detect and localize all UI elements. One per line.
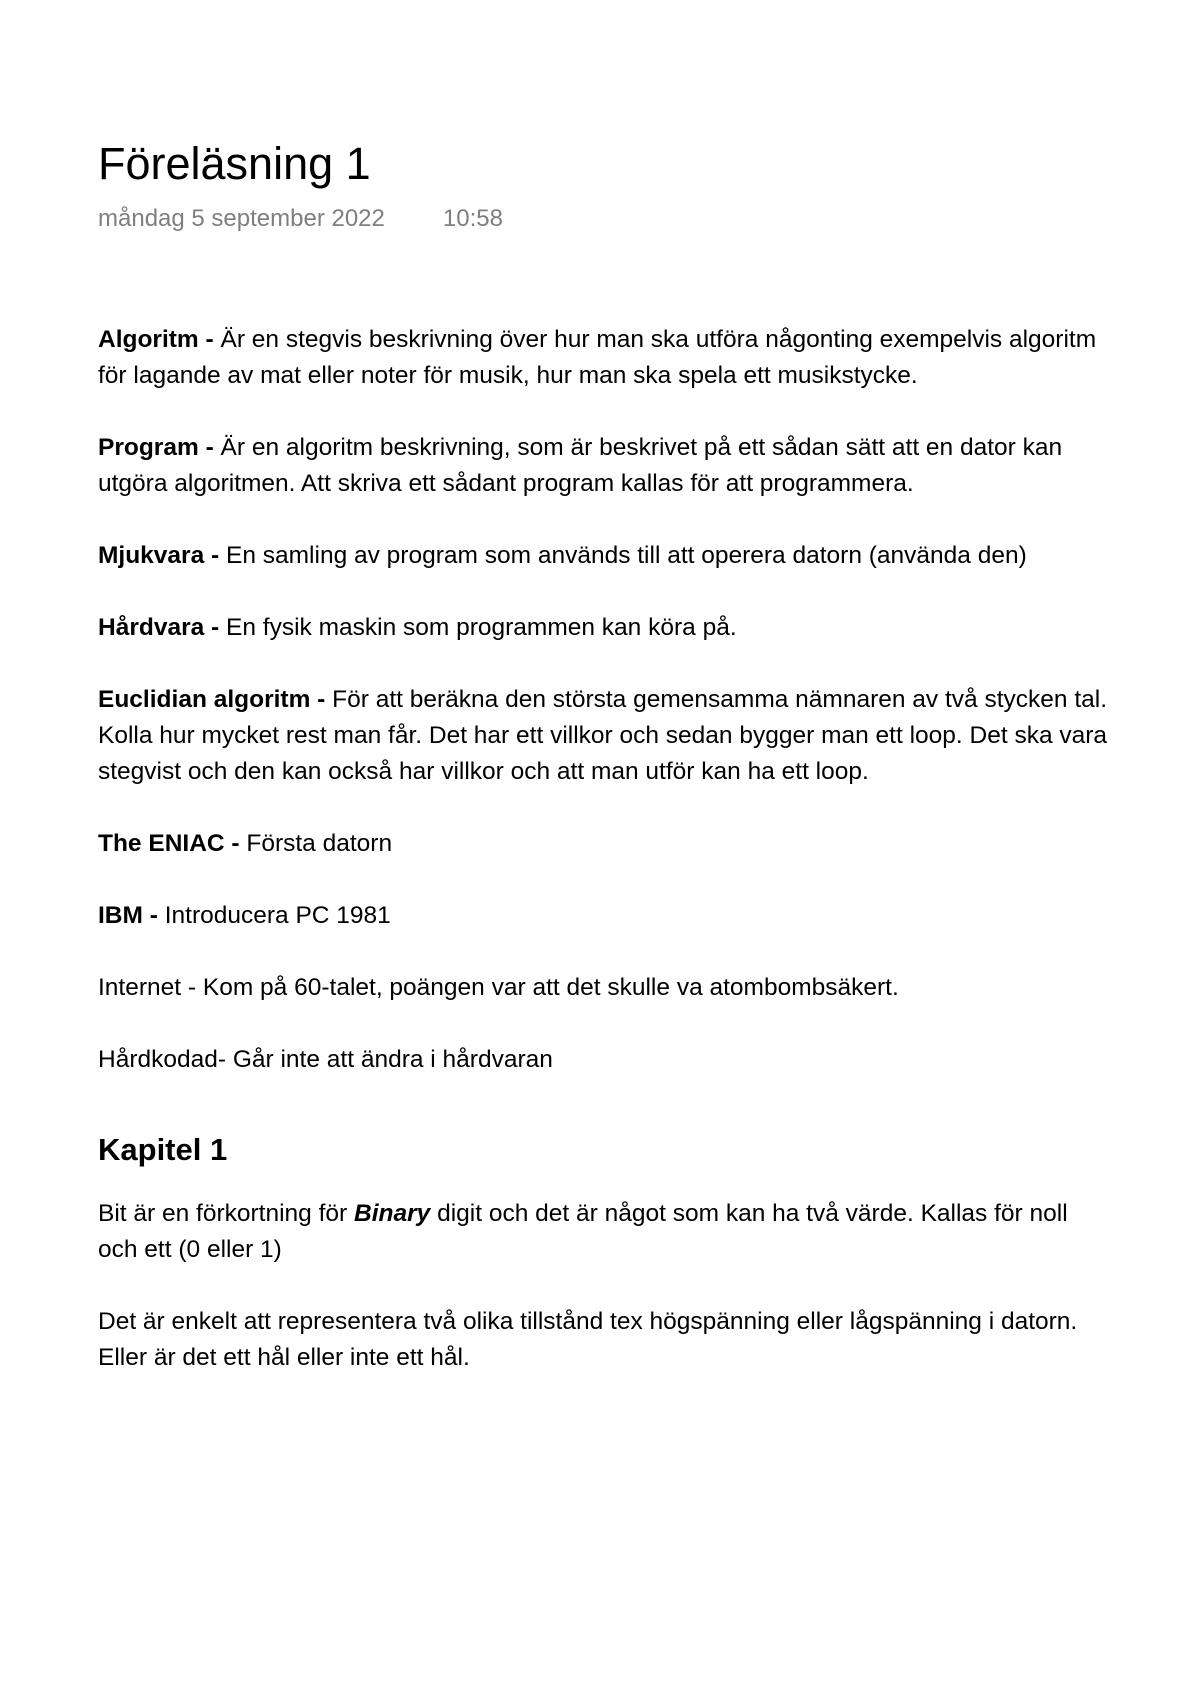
term-description: Är en stegvis beskrivning över hur man ska utföra någonting exempelvis algoritm för lagande av mat eller noter för musik, hur man ska spela ett musikstycke. bbox=[98, 326, 1097, 389]
term-label: Euclidian algoritm bbox=[98, 686, 311, 713]
term-separator: - bbox=[310, 686, 333, 713]
term-description: Är en algoritm beskrivning, som är beskrivet på ett sådan sätt att en dator kan utgöra algoritmen. Att skriva ett sådant program kallas för att programmera. bbox=[98, 434, 1063, 497]
page-time: 10:58 bbox=[442, 205, 503, 232]
term-label: Hårdvara bbox=[98, 614, 205, 641]
term-description: För att beräkna den största gemensamma nämnaren av två stycken tal. Kolla hur mycket rest man får. Det har ett villkor och sedan bygger man ett loop. Det ska vara stegvist och den kan också har villkor och att man utför kan ha ett loop. bbox=[98, 686, 1108, 785]
term-label: The ENIAC bbox=[98, 830, 225, 857]
definition-program bbox=[98, 430, 1108, 502]
term-separator: - bbox=[224, 830, 247, 857]
term-separator: - bbox=[142, 902, 165, 929]
term-separator: - bbox=[204, 542, 226, 569]
definition-mjukvara bbox=[98, 538, 1108, 574]
term-separator: - bbox=[198, 326, 221, 353]
term-description: Första datorn bbox=[246, 830, 393, 857]
paragraph-bit bbox=[98, 1196, 1108, 1268]
page-date: måndag 5 september 2022 bbox=[98, 205, 385, 232]
note-internet: Internet - Kom på 60-talet, poängen var att det skulle va atombombsäkert. bbox=[98, 974, 899, 1001]
term-separator: - bbox=[198, 434, 221, 461]
paragraph-text: digit och det är något som kan ha två värde. Kallas för noll och ett (0 eller 1) bbox=[98, 1200, 1068, 1263]
definition-hardvara bbox=[98, 610, 1108, 646]
term-description: En fysik maskin som programmen kan köra på. bbox=[226, 614, 737, 641]
term-label: Program bbox=[98, 434, 199, 461]
term-description: Introducera PC 1981 bbox=[164, 902, 391, 929]
term-label: Mjukvara bbox=[98, 542, 205, 569]
term-separator: - bbox=[204, 614, 227, 641]
page-timestamp bbox=[98, 205, 503, 233]
definition-ibm bbox=[98, 898, 1108, 934]
term-label: IBM bbox=[98, 902, 143, 929]
paragraph-states: Det är enkelt att representera två olika tillstånd tex högspänning eller lågspänning i datorn. Eller är det ett hål eller inte ett hål. bbox=[98, 1308, 1078, 1371]
emphasis-binary: Binary bbox=[354, 1200, 431, 1227]
term-description: En samling av program som används till att operera datorn (använda den) bbox=[226, 542, 1027, 569]
note-body bbox=[98, 322, 1108, 1412]
term-label: Algoritm bbox=[98, 326, 199, 353]
definition-euclidian-algoritm bbox=[98, 682, 1108, 790]
definition-algoritm bbox=[98, 322, 1108, 394]
section-heading: Kapitel 1 bbox=[98, 1132, 228, 1167]
definition-eniac bbox=[98, 826, 1108, 862]
paragraph-text: Bit är en förkortning för bbox=[98, 1200, 355, 1227]
note-hardkodad: Hårdkodad- Går inte att ändra i hårdvaran bbox=[98, 1046, 553, 1073]
page-title: Föreläsning 1 bbox=[98, 138, 371, 189]
